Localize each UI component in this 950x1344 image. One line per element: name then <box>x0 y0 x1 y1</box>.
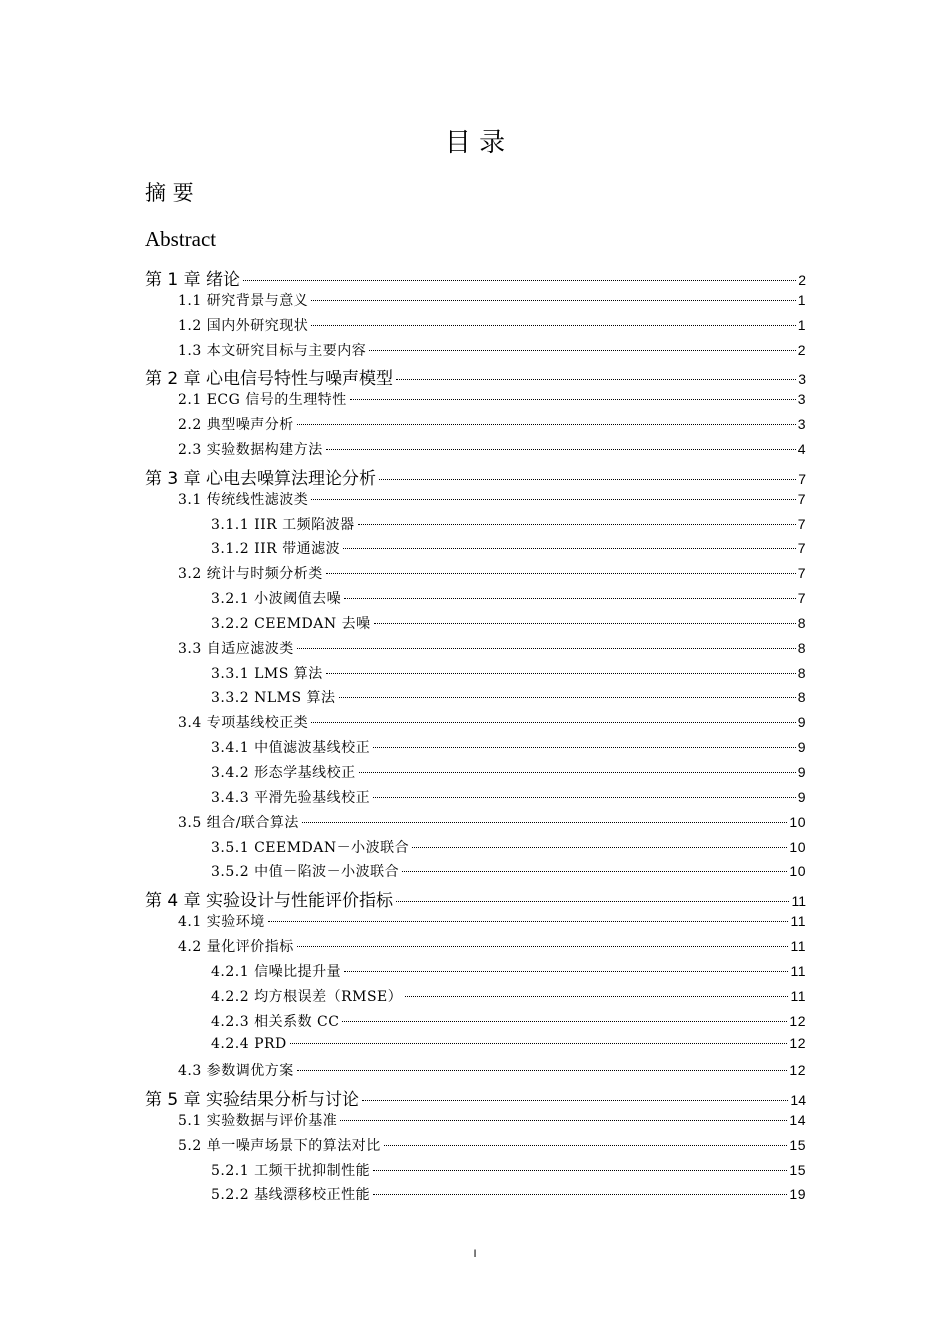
toc-entry[interactable] <box>211 687 806 707</box>
toc-dot-leader <box>402 871 787 872</box>
toc-entry-page-number: 14 <box>789 1111 806 1128</box>
toc-entry-label: 3.3.2 NLMS 算法 <box>211 690 336 707</box>
toc-entry-page-number: 15 <box>789 1161 806 1178</box>
toc-dot-leader <box>311 499 795 500</box>
toc-entry[interactable] <box>211 961 806 981</box>
toc-dot-leader <box>297 1070 788 1071</box>
toc-entry-page-number: 11 <box>790 913 806 930</box>
toc-entry-page-number: 1 <box>797 316 806 333</box>
toc-dot-leader <box>373 1170 787 1171</box>
toc-dot-leader <box>343 548 796 549</box>
toc-entry-label: 3.4 专项基线校正类 <box>178 715 309 732</box>
toc-entry-label: 3.1 传统线性滤波类 <box>178 491 309 508</box>
abstract-zh-heading: 摘 要 <box>145 181 194 205</box>
toc-entry[interactable] <box>178 812 806 832</box>
toc-entry-page-number: 4 <box>797 440 806 457</box>
toc-dot-leader <box>373 1194 787 1195</box>
toc-entry-page-number: 10 <box>789 838 806 855</box>
toc-entry-label: 3.2.1 小波阈值去噪 <box>211 591 342 608</box>
toc-entry[interactable] <box>211 1011 806 1031</box>
toc-entry[interactable] <box>211 762 806 782</box>
toc-dot-leader <box>302 822 787 823</box>
toc-entry-page-number: 8 <box>797 614 806 631</box>
toc-entry[interactable] <box>178 563 806 583</box>
toc-entry[interactable] <box>178 340 806 360</box>
toc-dot-leader <box>369 350 795 351</box>
toc-dot-leader <box>297 946 789 947</box>
toc-entry[interactable] <box>211 663 806 683</box>
toc-dot-leader <box>339 697 796 698</box>
toc-entry-page-number: 3 <box>798 371 806 388</box>
toc-entry-page-number: 12 <box>789 1035 806 1052</box>
toc-entry-label: 5.2 单一噪声场景下的算法对比 <box>178 1137 381 1154</box>
toc-entry-label: 3.4.2 形态学基线校正 <box>211 765 356 781</box>
toc-entry-page-number: 7 <box>798 470 806 487</box>
toc-entry-page-number: 8 <box>797 639 806 656</box>
toc-entry[interactable] <box>178 936 806 956</box>
toc-dot-leader <box>396 379 796 380</box>
toc-entry-page-number: 7 <box>797 565 806 582</box>
toc-entry-label: 第 1 章 绪论 <box>145 270 241 290</box>
toc-dot-leader <box>326 449 796 450</box>
toc-dot-leader <box>326 673 796 674</box>
toc-entry[interactable] <box>145 1085 806 1110</box>
toc-entry[interactable] <box>211 1160 806 1180</box>
toc-entry-page-number: 11 <box>791 893 806 910</box>
toc-dot-leader <box>297 648 796 649</box>
toc-entry-page-number: 19 <box>789 1186 806 1203</box>
toc-entry-page-number: 9 <box>797 764 806 780</box>
toc-entry-page-number: 12 <box>789 1062 806 1079</box>
toc-dot-leader <box>311 300 795 301</box>
toc-entry-page-number: 9 <box>797 788 806 805</box>
toc-entry-page-number: 11 <box>790 962 806 979</box>
toc-entry-label: 4.2 量化评价指标 <box>178 938 294 955</box>
toc-entry-page-number: 2 <box>797 341 806 358</box>
toc-entry-label: 4.2.1 信噪比提升量 <box>211 963 342 980</box>
toc-entry[interactable] <box>211 861 806 881</box>
toc-entry-label: 3.2 统计与时频分析类 <box>178 566 323 583</box>
toc-dot-leader <box>405 996 788 997</box>
toc-dot-leader <box>344 971 788 972</box>
toc-dot-leader <box>290 1043 788 1044</box>
toc-entry-page-number: 10 <box>789 863 806 880</box>
toc-entry-page-number: 3 <box>797 391 806 408</box>
toc-entry[interactable] <box>211 514 806 534</box>
toc-entry-page-number: 1 <box>797 291 806 308</box>
toc-entry-label: 3.5.2 中值－陷波－小波联合 <box>211 864 400 881</box>
toc-entry-label: 1.1 研究背景与意义 <box>178 292 309 309</box>
toc-entry-page-number: 12 <box>789 1012 806 1029</box>
toc-entry-label: 第 2 章 心电信号特性与噪声模型 <box>145 369 394 390</box>
toc-entry-label: 5.1 实验数据与评价基准 <box>178 1112 338 1129</box>
toc-entry-page-number: 7 <box>797 515 806 532</box>
toc-dot-leader <box>358 524 796 525</box>
toc-dot-leader <box>359 772 796 773</box>
toc-entry[interactable] <box>211 737 806 757</box>
toc-entry-label: 4.2.4 PRD <box>211 1036 287 1053</box>
toc-dot-leader <box>396 901 789 902</box>
toc-entry[interactable] <box>211 986 806 1006</box>
toc-entry-page-number: 2 <box>798 272 806 288</box>
toc-entry[interactable] <box>211 613 806 633</box>
toc-entry-page-number: 11 <box>790 987 806 1004</box>
toc-entry-label: 3.1.1 IIR 工频陷波器 <box>211 516 355 533</box>
toc-entry-label: 3.2.2 CEEMDAN 去噪 <box>211 615 371 632</box>
toc-entry-label: 5.2.2 基线漂移校正性能 <box>211 1187 371 1204</box>
toc-entry[interactable] <box>211 787 806 807</box>
toc-entry-page-number: 11 <box>790 937 806 954</box>
abstract-en-heading: Abstract <box>145 227 217 251</box>
toc-dot-leader <box>362 1100 788 1101</box>
toc-entry-page-number: 8 <box>797 689 806 706</box>
toc-entry[interactable] <box>211 588 806 608</box>
toc-entry-page-number: 14 <box>790 1092 806 1109</box>
toc-entry-label: 3.5.1 CEEMDAN－小波联合 <box>211 839 410 856</box>
footer-page-number: I <box>473 1248 477 1260</box>
toc-entry[interactable] <box>145 364 806 389</box>
toc-entry[interactable] <box>178 712 806 732</box>
toc-entry[interactable] <box>178 1110 806 1130</box>
toc-entry[interactable] <box>145 265 806 290</box>
toc-entry[interactable] <box>178 489 806 509</box>
toc-entry-label: 3.1.2 IIR 带通滤波 <box>211 541 341 558</box>
toc-dot-leader <box>412 847 787 848</box>
toc-dot-leader <box>268 921 789 922</box>
toc-dot-leader <box>243 280 796 281</box>
toc-entry[interactable] <box>178 389 806 409</box>
toc-entry-page-number: 8 <box>797 664 806 681</box>
toc-entry[interactable] <box>178 439 806 459</box>
toc-entry-label: 4.1 实验环境 <box>178 914 265 931</box>
toc-entry[interactable] <box>178 290 806 310</box>
toc-entry-label: 第 4 章 实验设计与性能评价指标 <box>145 891 394 912</box>
toc-entry-label: 4.2.3 相关系数 CC <box>211 1013 340 1030</box>
toc-entry-page-number: 7 <box>797 490 806 507</box>
toc-entry-page-number: 9 <box>797 714 806 731</box>
toc-dot-leader <box>297 424 796 425</box>
toc-entry[interactable] <box>145 464 806 489</box>
toc-entry-page-number: 3 <box>797 416 806 433</box>
page-title: 目 录 <box>444 128 506 158</box>
toc-entry-label: 1.2 国内外研究现状 <box>178 317 309 334</box>
toc-entry[interactable] <box>178 911 806 931</box>
toc-dot-leader <box>311 722 795 723</box>
toc-dot-leader <box>340 1120 787 1121</box>
toc-dot-leader <box>326 573 796 574</box>
toc-entry-page-number: 15 <box>789 1136 806 1153</box>
toc-entry-page-number: 7 <box>797 540 806 557</box>
toc-entry[interactable] <box>211 538 806 558</box>
toc-entry-label: 第 3 章 心电去噪算法理论分析 <box>145 468 377 489</box>
toc-entry-label: 第 5 章 实验结果分析与讨论 <box>145 1090 360 1111</box>
toc-entry[interactable] <box>211 1184 806 1204</box>
toc-entry[interactable] <box>178 414 806 434</box>
toc-entry-page-number: 10 <box>789 813 806 830</box>
toc-entry-label: 2.2 典型噪声分析 <box>178 417 294 434</box>
toc-dot-leader <box>344 598 796 599</box>
toc-entry-page-number: 7 <box>797 590 806 607</box>
toc-entry-label: 1.3 本文研究目标与主要内容 <box>178 342 367 359</box>
toc-entry-page-number: 9 <box>797 739 806 756</box>
toc-dot-leader <box>374 623 796 624</box>
toc-entry[interactable] <box>178 1060 806 1080</box>
toc-dot-leader <box>342 1021 787 1022</box>
toc-entry-label: 2.1 ECG 信号的生理特性 <box>178 392 347 409</box>
toc-dot-leader <box>379 479 796 480</box>
toc-entry[interactable] <box>211 837 806 857</box>
toc-dot-leader <box>373 797 796 798</box>
toc-dot-leader <box>384 1145 788 1146</box>
toc-entry-label: 3.4.3 平滑先验基线校正 <box>211 789 371 806</box>
toc-entry[interactable] <box>178 1135 806 1155</box>
toc-entry[interactable] <box>178 315 806 335</box>
toc-entry[interactable] <box>178 638 806 658</box>
toc-entry[interactable] <box>211 1035 806 1052</box>
toc-entry-label: 4.3 参数调优方案 <box>178 1063 294 1080</box>
toc-entry-label: 3.4.1 中值滤波基线校正 <box>211 740 371 757</box>
toc-entry-label: 4.2.2 均方根误差（RMSE） <box>211 988 403 1005</box>
toc-entry-label: 3.3 自适应滤波类 <box>178 640 294 657</box>
toc-entry-label: 3.5 组合/联合算法 <box>178 814 299 831</box>
toc-entry-label: 3.3.1 LMS 算法 <box>211 665 323 682</box>
toc-dot-leader <box>311 325 795 326</box>
toc-entry-label: 2.3 实验数据构建方法 <box>178 441 323 458</box>
toc-dot-leader <box>350 399 796 400</box>
toc-dot-leader <box>373 747 796 748</box>
toc-entry[interactable] <box>145 886 806 911</box>
toc-entry-label: 5.2.1 工频干扰抑制性能 <box>211 1162 371 1179</box>
